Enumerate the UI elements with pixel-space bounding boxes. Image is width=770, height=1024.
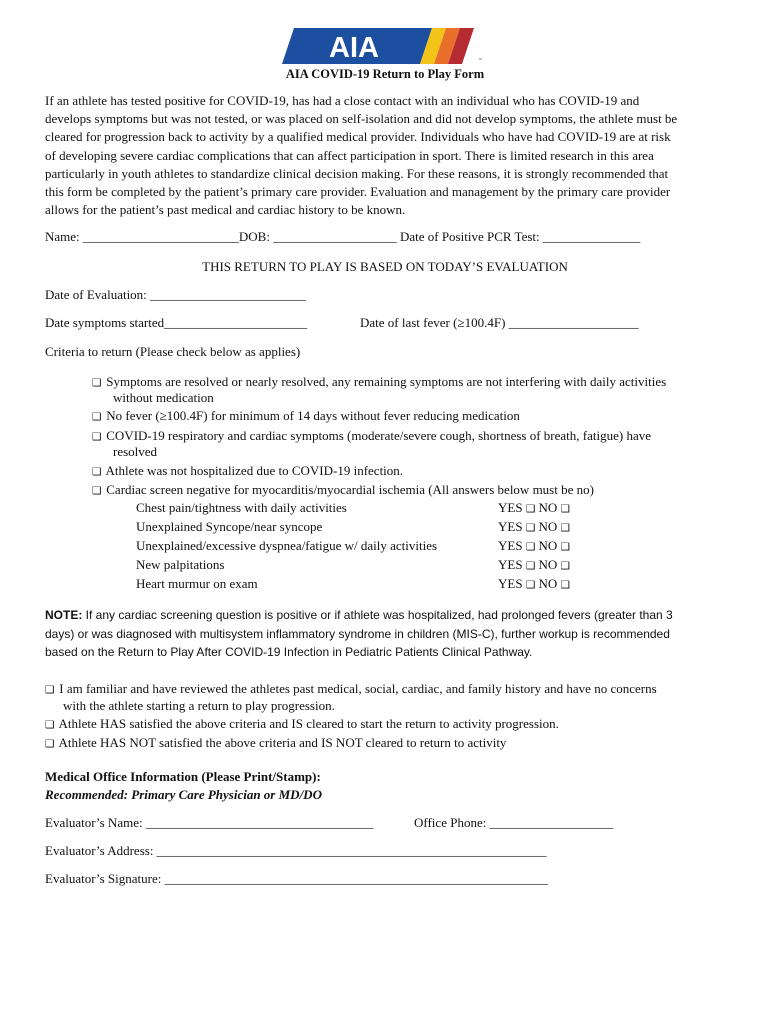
criteria-item-1-continuation: without medication — [113, 390, 214, 405]
attestation-item-2 — [45, 716, 559, 732]
criteria-text: Cardiac screen negative for myocarditis/myocardial ischemia (All answers below must be no) — [106, 482, 594, 497]
name-dob-pcr-line[interactable]: Name: ________________________DOB: ___________________ Date of Positive PCR Test: _______________ — [45, 229, 641, 244]
note-paragraph — [45, 606, 725, 662]
evaluator-address-field[interactable]: Evaluator’s Address: ____________________________________________________________ — [45, 843, 547, 858]
attestation-text: Athlete HAS satisfied the above criteria and IS cleared to start the return to activity progression. — [58, 716, 559, 731]
intro-line: If an athlete has tested positive for COVID-19, has had a close contact with an individual who has COVID-19 and — [45, 93, 640, 108]
no-checkbox-icon[interactable]: ❑ — [560, 522, 570, 534]
attestation-item-3 — [45, 735, 506, 751]
no-label: NO — [538, 576, 558, 591]
note-label: NOTE: — [45, 608, 83, 622]
date-last-fever-field[interactable]: Date of last fever (≥100.4F) ____________________ — [360, 315, 639, 330]
note-line — [45, 606, 725, 625]
yes-checkbox-icon[interactable]: ❑ — [525, 503, 536, 515]
no-checkbox-icon[interactable]: ❑ — [560, 503, 570, 515]
note-line: based on the Return to Play After COVID-19 Infection in Pediatric Patients Clinical Pathway. — [45, 645, 533, 659]
evaluator-name-field[interactable]: Evaluator’s Name: ___________________________________ — [45, 815, 374, 830]
checkbox-icon[interactable]: ❑ — [92, 431, 102, 443]
criteria-text: Athlete was not hospitalized due to COVID-19 infection. — [105, 463, 404, 478]
criteria-text: COVID-19 respiratory and cardiac symptoms (moderate/severe cough, shortness of breath, fatigue) have — [106, 428, 651, 443]
yes-checkbox-icon[interactable]: ❑ — [525, 560, 536, 572]
yes-label: YES — [498, 557, 523, 572]
criteria-item-4 — [92, 463, 403, 479]
date-of-evaluation-field[interactable]: Date of Evaluation: ________________________ — [45, 287, 307, 302]
yes-no-row-1 — [498, 500, 570, 516]
criteria-item-3 — [92, 428, 651, 444]
no-label: NO — [538, 557, 558, 572]
checkbox-icon[interactable]: ❑ — [45, 719, 55, 731]
yes-no-row-5 — [498, 576, 570, 592]
cardiac-question-1: Chest pain/tightness with daily activities — [136, 500, 347, 515]
criteria-item-5 — [92, 482, 594, 498]
criteria-item-2 — [92, 408, 520, 424]
cardiac-question-3: Unexplained/excessive dyspnea/fatigue w/ daily activities — [136, 538, 438, 553]
yes-label: YES — [498, 519, 523, 534]
aia-logo — [282, 28, 488, 64]
medical-office-heading: Medical Office Information (Please Print/Stamp): — [45, 769, 321, 784]
checkbox-icon[interactable]: ❑ — [45, 684, 55, 696]
checkbox-icon[interactable]: ❑ — [92, 411, 102, 423]
aia-logo-graphic — [282, 28, 488, 64]
checkbox-icon[interactable]: ❑ — [45, 738, 55, 750]
logo-text: AIA — [329, 32, 379, 64]
yes-checkbox-icon[interactable]: ❑ — [525, 541, 536, 553]
yes-no-row-2 — [498, 519, 570, 535]
yes-label: YES — [498, 576, 523, 591]
intro-line: develops symptoms but was not tested, or was placed on self-isolation and did not develop symptoms, the athlete must be — [45, 111, 678, 127]
date-symptoms-started-field[interactable]: Date symptoms started______________________ — [45, 315, 308, 330]
cardiac-question-4: New palpitations — [136, 557, 225, 572]
yes-no-row-3 — [498, 538, 570, 554]
yes-checkbox-icon[interactable]: ❑ — [525, 522, 536, 534]
attestation-item-1-continuation: with the athlete starting a return to play progression. — [63, 698, 335, 713]
criteria-item-3-continuation: resolved — [113, 444, 158, 459]
checkbox-icon[interactable]: ❑ — [92, 466, 102, 478]
checkbox-icon[interactable]: ❑ — [92, 485, 102, 497]
no-label: NO — [538, 519, 558, 534]
yes-label: YES — [498, 538, 523, 553]
note-text: If any cardiac screening question is positive or if athlete was hospitalized, had prolonged fevers (greater than 3 — [82, 608, 673, 622]
no-label: NO — [538, 500, 558, 515]
intro-paragraph — [45, 92, 725, 219]
attestation-item-1 — [45, 681, 657, 697]
yes-label: YES — [498, 500, 523, 515]
yes-checkbox-icon[interactable]: ❑ — [525, 579, 536, 591]
intro-line: of developing severe cardiac complications that can affect participation in sport. There is limited research in this area — [45, 147, 654, 163]
no-checkbox-icon[interactable]: ❑ — [560, 541, 570, 553]
criteria-text: No fever (≥100.4F) for minimum of 14 days without fever reducing medication — [106, 408, 520, 423]
attestation-text: Athlete HAS NOT satisfied the above criteria and IS NOT cleared to return to activity — [58, 735, 507, 750]
office-phone-field[interactable]: Office Phone: ___________________ — [414, 815, 614, 830]
yes-no-row-4 — [498, 557, 570, 573]
cardiac-question-2: Unexplained Syncope/near syncope — [136, 519, 323, 534]
no-checkbox-icon[interactable]: ❑ — [560, 560, 570, 572]
attestation-text: I am familiar and have reviewed the athletes past medical, social, cardiac, and family history and have no concerns — [59, 681, 657, 696]
checkbox-icon[interactable]: ❑ — [92, 377, 102, 389]
form-title: AIA COVID-19 Return to Play Form — [285, 67, 485, 81]
no-checkbox-icon[interactable]: ❑ — [560, 579, 570, 591]
intro-line: this form be completed by the patient’s primary care provider. Evaluation and management by the primary care provider — [45, 184, 671, 200]
criteria-item-1 — [92, 374, 666, 390]
cardiac-question-5: Heart murmur on exam — [136, 576, 258, 591]
intro-line: particularly in youth athletes to standardize clinical decision making. For these reasons, it is strongly recommended that — [45, 165, 669, 181]
logo-trademark: ™ — [478, 58, 483, 64]
recommended-provider: Recommended: Primary Care Physician or MD/DO — [45, 787, 322, 802]
intro-line: cleared for progression back to activity by a qualified medical provider. Individuals who have had COVID-19 are at risk — [45, 129, 671, 145]
criteria-heading: Criteria to return (Please check below as applies) — [45, 344, 301, 359]
evaluation-heading: THIS RETURN TO PLAY IS BASED ON TODAY’S EVALUATION — [202, 259, 568, 274]
evaluator-signature-field[interactable]: Evaluator’s Signature: ___________________________________________________________ — [45, 871, 549, 886]
note-line: days) or was diagnosed with multisystem inflammatory syndrome in children (MIS-C), further workup is recommended — [45, 626, 670, 641]
no-label: NO — [538, 538, 558, 553]
intro-line: allows for the patient’s past medical and cardiac history to be known. — [45, 202, 406, 218]
criteria-text: Symptoms are resolved or nearly resolved, any remaining symptoms are not interfering with daily activities — [106, 374, 667, 389]
